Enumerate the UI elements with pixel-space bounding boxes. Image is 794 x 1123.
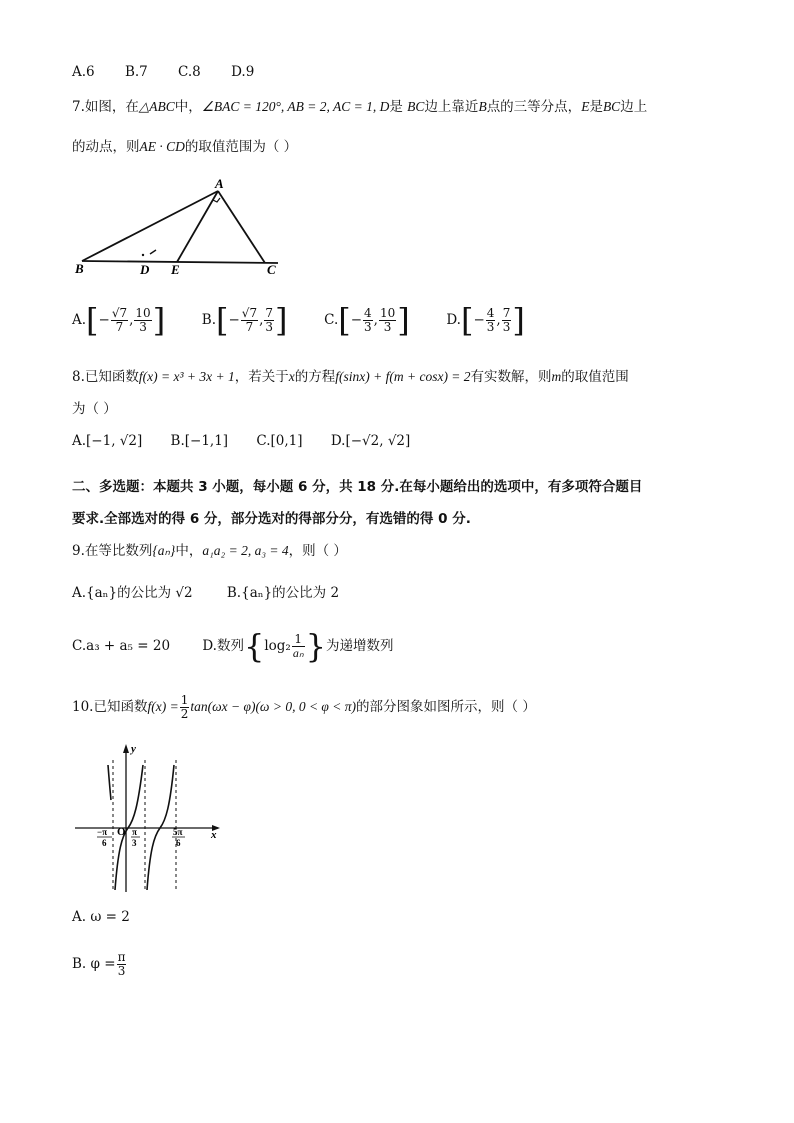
q7-option-b-den1: 7 xyxy=(245,320,254,334)
q7-option-b: B.[− $\frac{√7}{7}$ , $\frac{7}{3}$ ] xyxy=(201,301,288,340)
q7-stem-line2 xyxy=(72,137,297,157)
q8-equation: f(sinx) + f(m + cosx) = 2 xyxy=(335,369,471,384)
label-e: E xyxy=(171,262,180,275)
q8-mid: ，若关于 xyxy=(234,369,289,385)
q8-option-d: D.[−√2, √2] xyxy=(330,433,411,449)
section2-line2: 要求.全部选对的得 6 分，部分选对的得部分分，有选错的得 0 分. xyxy=(72,511,471,527)
q6-option-a: A.6 xyxy=(72,64,95,80)
q7-options xyxy=(72,300,525,340)
q9-option-d-num: 1 xyxy=(292,633,305,647)
q10-option-b xyxy=(72,945,127,983)
q10-prefix: 10.已知函数 xyxy=(72,699,148,715)
q7-option-d-den2: 3 xyxy=(502,320,511,334)
q8-option-b: B.[−1,1] xyxy=(170,433,229,449)
q9-option-d-pre: D.数列 xyxy=(202,638,244,654)
q10-option-b-num: π xyxy=(117,950,126,964)
q7-option-d-den1: 3 xyxy=(486,320,495,334)
q7-option-a: A.[− $\frac{√7}{7}$ , $\frac{10}{3}$ ] xyxy=(72,301,166,340)
q8-options xyxy=(72,431,410,451)
q7-stem-line1: 7.如图，在△ABC中，∠BAC = 120°, AB = 2, AC = 1, D是 BC边上靠近B点的三等分点，E是BC边上 xyxy=(72,99,648,115)
q7-line2-b: 的取值范围为（ ） xyxy=(184,139,298,155)
q7-text-b2: B xyxy=(478,99,487,114)
q7-option-a-num1: √7 xyxy=(111,306,128,320)
label-d: D xyxy=(140,262,150,275)
q9-prefix: 9.在等比数列 xyxy=(72,543,153,559)
q7-option-c-den1: 3 xyxy=(364,320,372,334)
tick-six-2: 6 xyxy=(176,838,181,848)
q7-option-a-label: A. xyxy=(72,312,87,328)
q9-mid: 中， xyxy=(175,543,203,559)
q7-text: 是 xyxy=(589,99,603,115)
q8-m: m xyxy=(551,369,562,384)
tick-three: 3 xyxy=(132,838,137,848)
q10-option-a: A. ω = 2 xyxy=(72,909,130,925)
q10-stem xyxy=(72,688,536,726)
q8-var: x xyxy=(288,369,295,384)
q7-text: 边上靠近 xyxy=(424,99,479,115)
origin-label: O xyxy=(117,826,126,838)
q7-condition: ∠BAC = 120°, AB = 2, AC = 1, D xyxy=(201,99,390,114)
q10-tan-graph xyxy=(70,740,230,900)
q10-func-post: tan(ωx − φ)(ω > 0, 0 < φ < π) xyxy=(190,699,357,714)
q8-stem-line2: 为（ ） xyxy=(72,401,117,417)
q7-dot-expression: AE · CD xyxy=(139,139,185,154)
q6-options xyxy=(72,62,254,82)
q7-option-c-sign: − xyxy=(350,312,363,328)
q6-option-c: C.8 xyxy=(178,64,201,80)
label-b: B xyxy=(75,261,84,275)
y-label: y xyxy=(131,743,136,755)
label-c: C xyxy=(267,262,276,275)
q7-option-c: C.[− $\frac{4}{3}$ , $\frac{10}{3}$ ] xyxy=(324,301,410,340)
q9-options-cd xyxy=(72,626,393,666)
q7-option-d-num1: 4 xyxy=(486,306,495,320)
q7-option-b-num2: 7 xyxy=(265,306,274,320)
q8-option-c: C.[0,1] xyxy=(256,433,303,449)
q7-option-a-den2: 3 xyxy=(139,320,147,334)
q8-mid2: 的方程 xyxy=(294,369,336,385)
q8-function: f(x) = x³ + 3x + 1 xyxy=(138,369,235,384)
q9-stem xyxy=(72,541,347,561)
q9-option-d-den: aₙ xyxy=(292,646,304,660)
label-a: A xyxy=(215,176,224,191)
q10-option-b-pre: B. φ = xyxy=(72,956,116,972)
q10-half-num: 1 xyxy=(180,693,189,707)
q7-option-d: D.[− $\frac{4}{3}$ , $\frac{7}{3}$ ] xyxy=(446,301,525,340)
q7-option-a-sign: − xyxy=(98,312,110,328)
q10-func-pre: f(x) = xyxy=(147,699,179,714)
q7-text: 点的三等分点， xyxy=(486,99,582,115)
section2-line1: 二、多选题：本题共 3 小题，每小题 6 分，共 18 分.在每小题给出的选项中，有多项符合题目 xyxy=(72,479,643,495)
tick-six: 6 xyxy=(102,838,107,848)
q7-option-d-sign: − xyxy=(473,312,485,328)
q7-mid: 中， xyxy=(174,99,202,115)
q7-option-d-label: D. xyxy=(446,312,461,328)
q9-option-c: C.a₃ + a₅ = 20 xyxy=(72,638,171,654)
point-d-tick xyxy=(150,250,156,254)
q7-triangle: △ABC xyxy=(138,99,175,114)
x-label: x xyxy=(211,829,217,841)
q7-text: 是 xyxy=(389,99,403,115)
q9-option-d: D.数列{log₂ $\frac{1}{\text{aₙ}}$ }为递增数列 xyxy=(202,627,394,666)
q7-option-b-sign: − xyxy=(228,312,240,328)
q9-option-d-log: log₂ xyxy=(264,638,291,654)
q8-stem-line1 xyxy=(72,367,629,387)
segment-bc xyxy=(82,261,278,263)
q6-option-b: B.7 xyxy=(124,64,148,80)
q9-end: ，则（ ） xyxy=(288,543,347,559)
q7-text-e: E xyxy=(581,99,590,114)
tick-5pi: 5π xyxy=(173,827,183,837)
q7-line2-a: 的动点，则 xyxy=(72,139,140,155)
q9-option-d-post: 为递增数列 xyxy=(325,638,394,654)
q7-option-a-den1: 7 xyxy=(115,320,124,334)
q10-option-b-den: 3 xyxy=(117,964,126,978)
q8-option-a: A.[−1, √2] xyxy=(72,433,143,449)
tick-neg-pi: −π xyxy=(97,827,108,837)
q10-half-den: 2 xyxy=(180,707,189,721)
tan-branch-0 xyxy=(108,765,111,800)
q7-option-c-label: C. xyxy=(324,312,339,328)
q7-option-c-num2: 10 xyxy=(379,306,396,320)
q6-option-d: D.9 xyxy=(231,64,255,80)
q7-option-d-num2: 7 xyxy=(502,306,511,320)
q7-option-a-num2: 10 xyxy=(135,306,151,320)
tick-pi: π xyxy=(132,827,137,837)
q9-option-a: A.{aₙ}的公比为 √2 xyxy=(72,585,193,601)
q7-prefix: 7.如图，在 xyxy=(72,99,139,115)
q8-end: 的取值范围 xyxy=(561,369,629,385)
q10-end: 的部分图象如图所示，则（ ） xyxy=(356,699,536,715)
q7-option-b-label: B. xyxy=(201,312,216,328)
q8-mid3: 有实数解，则 xyxy=(470,369,552,385)
segment-ac xyxy=(218,191,265,263)
q7-option-b-den2: 3 xyxy=(265,320,274,334)
q7-option-c-num1: 4 xyxy=(364,306,372,320)
q9-sequence: {aₙ} xyxy=(152,543,176,558)
q9-condition: a₁a₂ = 2, a₃ = 4 xyxy=(202,543,289,558)
q9-options-ab xyxy=(72,583,339,603)
q7-text: 边上 xyxy=(620,99,648,115)
q8-prefix: 8.已知函数 xyxy=(72,369,139,385)
q7-option-c-den2: 3 xyxy=(383,320,392,334)
q9-option-b: B.{aₙ}的公比为 2 xyxy=(226,585,340,601)
q7-triangle-figure xyxy=(70,175,290,275)
point-d-mark xyxy=(142,254,144,256)
q7-text-b: B xyxy=(407,99,416,114)
y-axis-arrow xyxy=(123,744,129,753)
q7-option-b-num1: √7 xyxy=(241,306,258,320)
